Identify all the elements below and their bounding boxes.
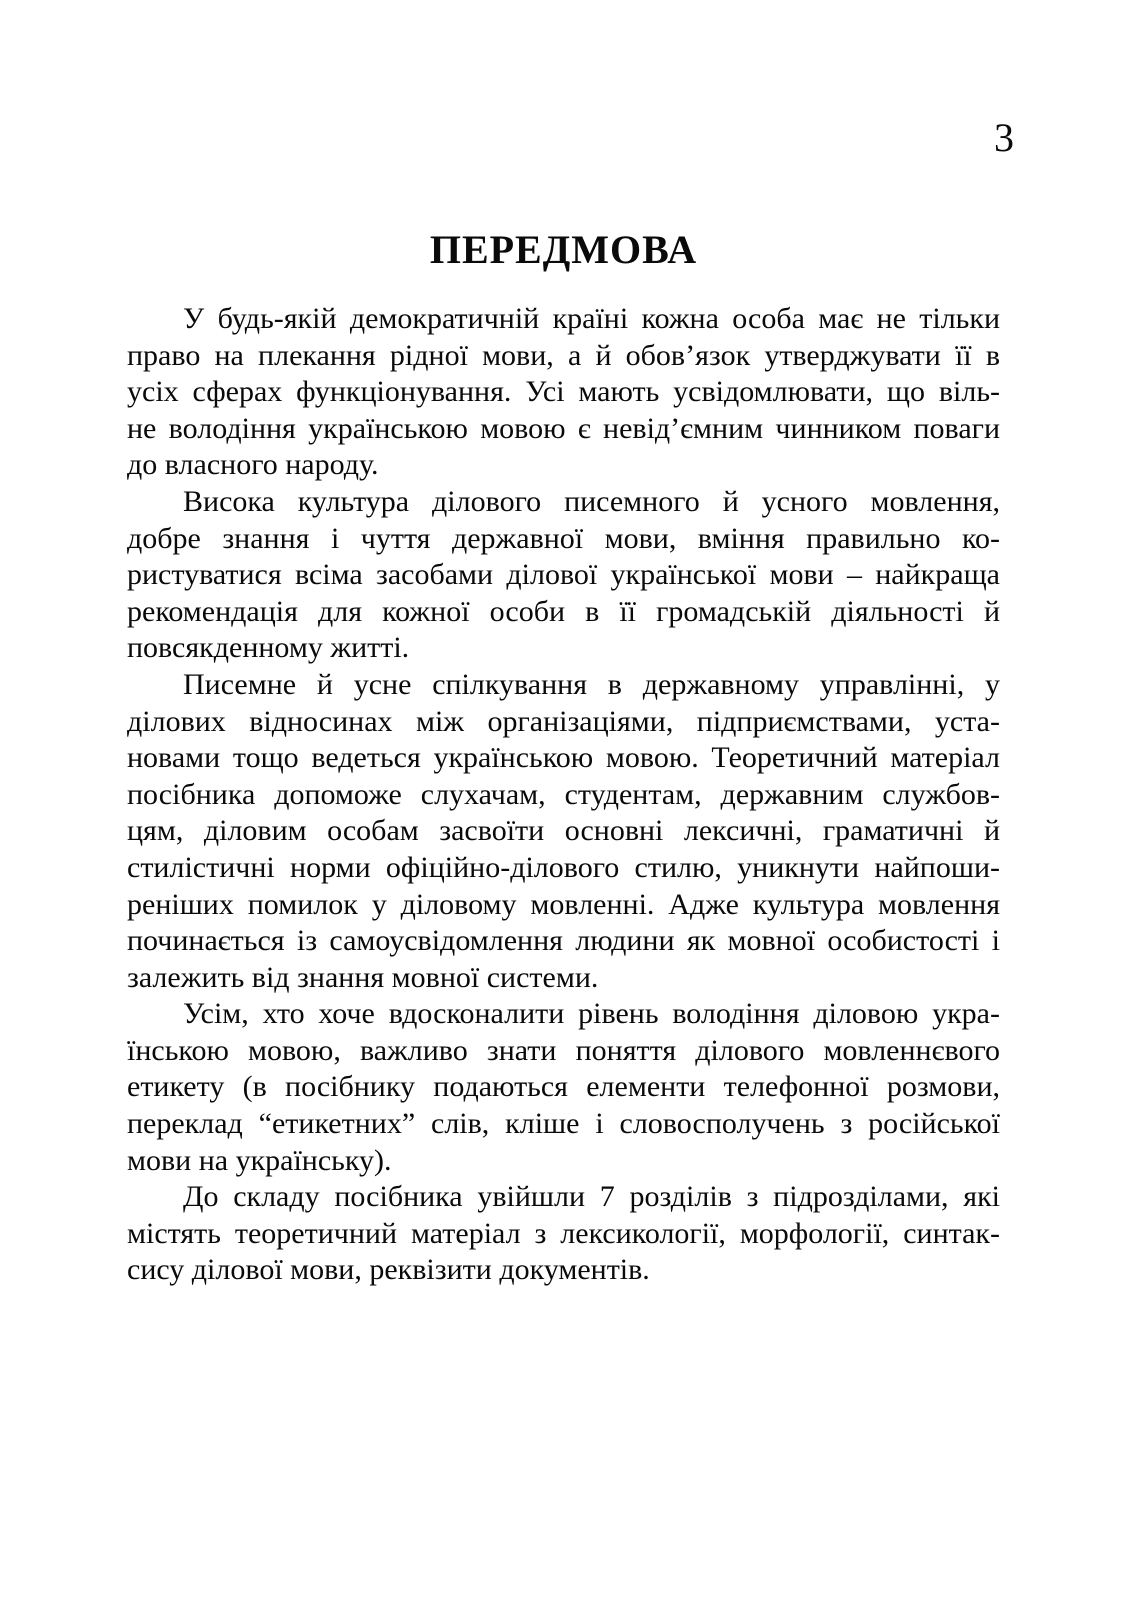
preface-body (127, 301, 1000, 1289)
text-line: мови на українську). (127, 1143, 392, 1177)
text-line: до власного народу. (127, 448, 379, 482)
text-line: їнською мовою, важливо знати поняття ділового мовленнєвого (127, 1033, 1000, 1067)
text-line: етикету (в посібнику подаються елементи телефонної розмови, (127, 1070, 1000, 1104)
text-line: посібника допоможе слухачам, студентам, державним службов- (127, 777, 1000, 811)
text-line: ділових відносинах між організаціями, підприємствами, уста- (127, 704, 1000, 738)
text-line: не володіння українською мовою є невід’ємним чинником поваги (127, 411, 1000, 445)
text-line: Висока культура ділового писемного й усного мовлення, (183, 484, 1000, 518)
page-number: 3 (994, 115, 1014, 160)
text-line: Усім, хто хоче вдосконалити рівень володіння діловою укра- (183, 997, 1000, 1031)
text-line: залежить від знання мовної системи. (127, 960, 599, 994)
text-line: переклад “етикетних” слів, кліше і словосполучень з російської (127, 1107, 1000, 1141)
text-line: цям, діловим особам засвоїти основні лексичні, граматичні й (127, 814, 1000, 848)
text-line: усіх сферах функціонування. Усі мають усвідомлювати, що віль- (127, 375, 1000, 409)
text-line: новами тощо ведеться українською мовою. Теоретичний матеріал (127, 741, 1000, 775)
text-line: До складу посібника увійшли 7 розділів з підрозділами, які (183, 1180, 1000, 1214)
text-line: право на плекання рідної мови, а й обов’язок утверджувати її в (127, 338, 1000, 372)
text-line: сису ділової мови, реквізити документів. (127, 1253, 650, 1287)
page-title: ПЕРЕДМОВА (429, 227, 698, 272)
text-line: повсякденному житті. (127, 631, 410, 665)
text-line: рекомендація для кожної особи в її громадській діяльності й (127, 594, 1000, 628)
text-line: містять теоретичний матеріал з лексикології, морфології, синтак- (127, 1216, 1000, 1250)
text-line: починається із самоусвідомлення людини як мовної особистості і (127, 924, 1000, 958)
text-line: добре знання і чуття державної мови, вміння правильно ко- (127, 521, 1000, 555)
text-line: Писемне й усне спілкування в державному управлінні, у (183, 667, 1000, 701)
text-line: стилістичні норми офіційно-ділового стилю, уникнути найпоши- (127, 850, 1000, 884)
text-line: реніших помилок у діловому мовленні. Адже культура мовлення (127, 887, 1000, 921)
text-line: У будь-якій демократичній країні кожна особа має не тільки (183, 302, 1000, 335)
text-line: ристуватися всіма засобами ділової української мови – найкраща (127, 558, 1000, 592)
